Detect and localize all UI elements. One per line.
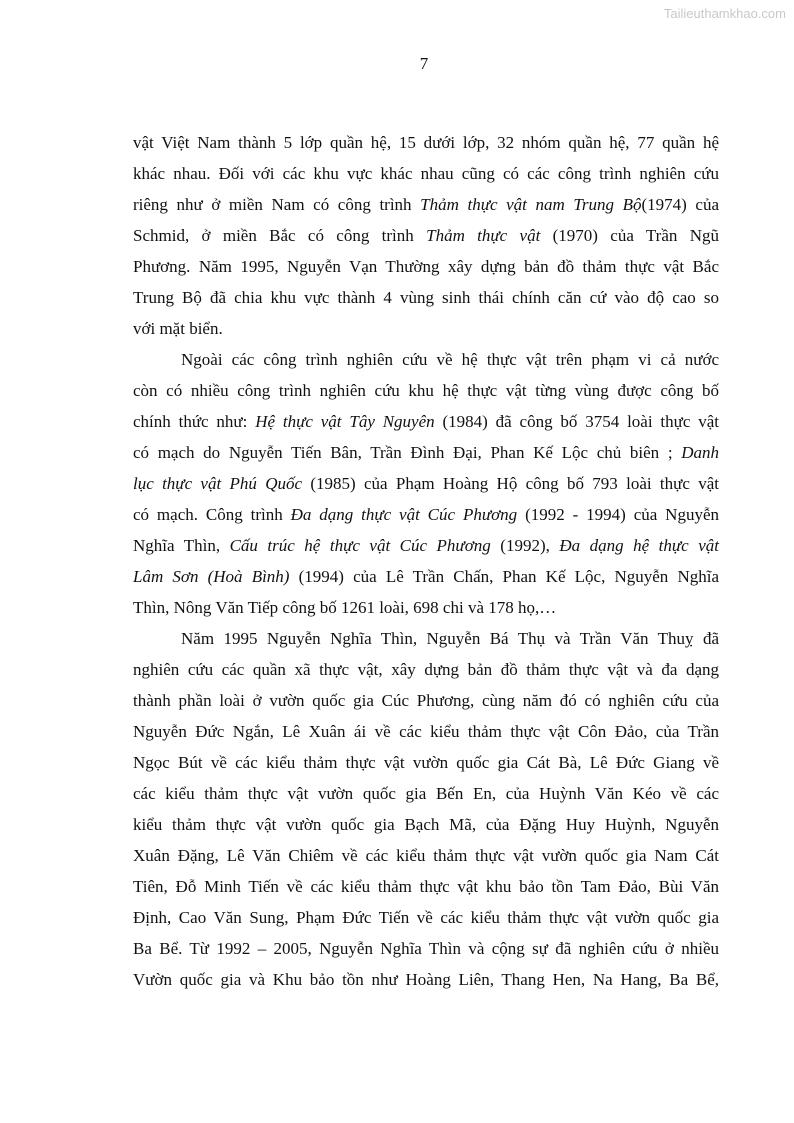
italic-title: Hệ thực vật Tây Nguyên — [255, 412, 435, 431]
italic-title: Đa dạng hệ thực vật — [559, 536, 719, 555]
text-span: (1985) của Phạm Hoàng Hộ công bố 793 loài thực vật — [302, 474, 719, 493]
text-span: (1984) đã công bố 3754 loài thực vật — [434, 412, 720, 431]
text-line — [133, 685, 719, 716]
text-span: Vườn quốc gia và Khu bảo tồn như Hoàng Liên, Thang Hen, Na Hang, Ba Bể, — [133, 970, 719, 989]
text-span: Năm 1995 Nguyễn Nghĩa Thìn, Nguyễn Bá Thụ và Trần Văn Thuỵ đã — [181, 629, 719, 648]
text-span: Nghĩa Thìn, — [133, 536, 230, 555]
italic-title: Thảm thực vật — [426, 226, 541, 245]
text-line — [133, 406, 719, 437]
text-span: (1992 - 1994) của Nguyễn — [517, 505, 719, 524]
text-span: Phương. Năm 1995, Nguyễn Vạn Thường xây dựng bản đồ thảm thực vật Bắc — [133, 257, 719, 276]
page-number: 7 — [419, 54, 429, 73]
text-line — [133, 716, 719, 747]
italic-title: Thảm thực vật nam Trung Bộ — [420, 195, 642, 214]
text-line — [133, 158, 719, 189]
text-span: khác nhau. Đối với các khu vực khác nhau cũng có các công trình nghiên cứu — [133, 164, 719, 183]
text-span: còn có nhiều công trình nghiên cứu khu hệ thực vật từng vùng được công bố — [133, 381, 719, 400]
text-line — [133, 840, 719, 871]
text-span: Schmid, ở miền Bắc có công trình — [133, 226, 427, 245]
italic-title: Cấu trúc hệ thực vật Cúc Phương — [229, 536, 491, 555]
text-span: Thìn, Nông Văn Tiếp công bố 1261 loài, 698 chi và 178 họ,… — [133, 598, 557, 617]
text-span: Ngọc Bút về các kiểu thảm thực vật vườn quốc gia Cát Bà, Lê Đức Giang về — [133, 753, 719, 772]
text-line — [133, 375, 719, 406]
text-span: các kiểu thảm thực vật vườn quốc gia Bến En, của Huỳnh Văn Kéo về các — [133, 784, 719, 803]
text-span: với mặt biển. — [133, 319, 223, 338]
text-span: (1994) của Lê Trần Chấn, Phan Kế Lộc, Nguyễn Nghĩa — [289, 567, 719, 586]
text-span: Ba Bể. Từ 1992 – 2005, Nguyễn Nghĩa Thìn và cộng sự đã nghiên cứu ở nhiều — [133, 939, 719, 958]
italic-title: Lâm Sơn (Hoà Bình) — [133, 567, 290, 586]
text-span: có mạch. Công trình — [133, 505, 291, 524]
text-span: (1970) của Trần Ngũ — [540, 226, 719, 245]
text-span: Xuân Đặng, Lê Văn Chiêm về các kiểu thảm thực vật vườn quốc gia Nam Cát — [133, 846, 719, 865]
text-line — [133, 220, 719, 251]
text-line — [133, 189, 719, 220]
text-span: Tiên, Đỗ Minh Tiến về các kiểu thảm thực vật khu bảo tồn Tam Đảo, Bùi Văn — [133, 877, 719, 896]
text-line — [133, 251, 719, 282]
text-span: vật Việt Nam thành 5 lớp quần hệ, 15 dưới lớp, 32 nhóm quần hệ, 77 quần hệ — [133, 133, 719, 152]
text-span: Nguyễn Đức Ngắn, Lê Xuân ái về các kiểu thảm thực vật Côn Đảo, của Trần — [133, 722, 719, 741]
text-line — [133, 747, 719, 778]
text-line — [133, 530, 719, 561]
text-line — [133, 282, 719, 313]
text-span: kiểu thảm thực vật vườn quốc gia Bạch Mã, của Đặng Huy Huỳnh, Nguyễn — [133, 815, 719, 834]
text-line — [133, 561, 719, 592]
italic-title: Danh — [681, 443, 719, 462]
text-line — [133, 592, 719, 623]
text-span: Trung Bộ đã chia khu vực thành 4 vùng sinh thái chính căn cứ vào độ cao so — [133, 288, 719, 307]
text-line — [133, 468, 719, 499]
text-line — [133, 127, 719, 158]
text-span: nghiên cứu các quần xã thực vật, xây dựng bản đồ thảm thực vật và đa dạng — [133, 660, 719, 679]
text-line — [133, 933, 719, 964]
text-span: có mạch do Nguyễn Tiến Bân, Trần Đình Đại, Phan Kế Lộc chủ biên ; — [133, 443, 682, 462]
text-line — [133, 313, 719, 344]
text-line — [133, 437, 719, 468]
text-span: chính thức như: — [133, 412, 256, 431]
text-span: riêng như ở miền Nam có công trình — [133, 195, 421, 214]
text-line — [133, 871, 719, 902]
italic-title: Đa dạng thực vật Cúc Phương — [290, 505, 518, 524]
watermark: Tailieuthamkhao.com — [663, 6, 786, 21]
text-line — [133, 809, 719, 840]
text-line — [133, 964, 719, 995]
body-text — [133, 127, 719, 995]
text-line — [133, 623, 719, 654]
text-line — [133, 499, 719, 530]
text-span: (1992), — [490, 536, 560, 555]
text-line — [133, 778, 719, 809]
text-line — [133, 654, 719, 685]
text-span: thành phần loài ở vườn quốc gia Cúc Phương, cùng năm đó có nghiên cứu của — [133, 691, 719, 710]
italic-title: lục thực vật Phú Quốc — [133, 474, 303, 493]
text-line — [133, 902, 719, 933]
text-span: (1974) của — [641, 195, 719, 214]
text-span: Định, Cao Văn Sung, Phạm Đức Tiến về các kiểu thảm thực vật vườn quốc gia — [133, 908, 719, 927]
text-line — [133, 344, 719, 375]
text-span: Ngoài các công trình nghiên cứu về hệ thực vật trên phạm vi cả nước — [181, 350, 719, 369]
